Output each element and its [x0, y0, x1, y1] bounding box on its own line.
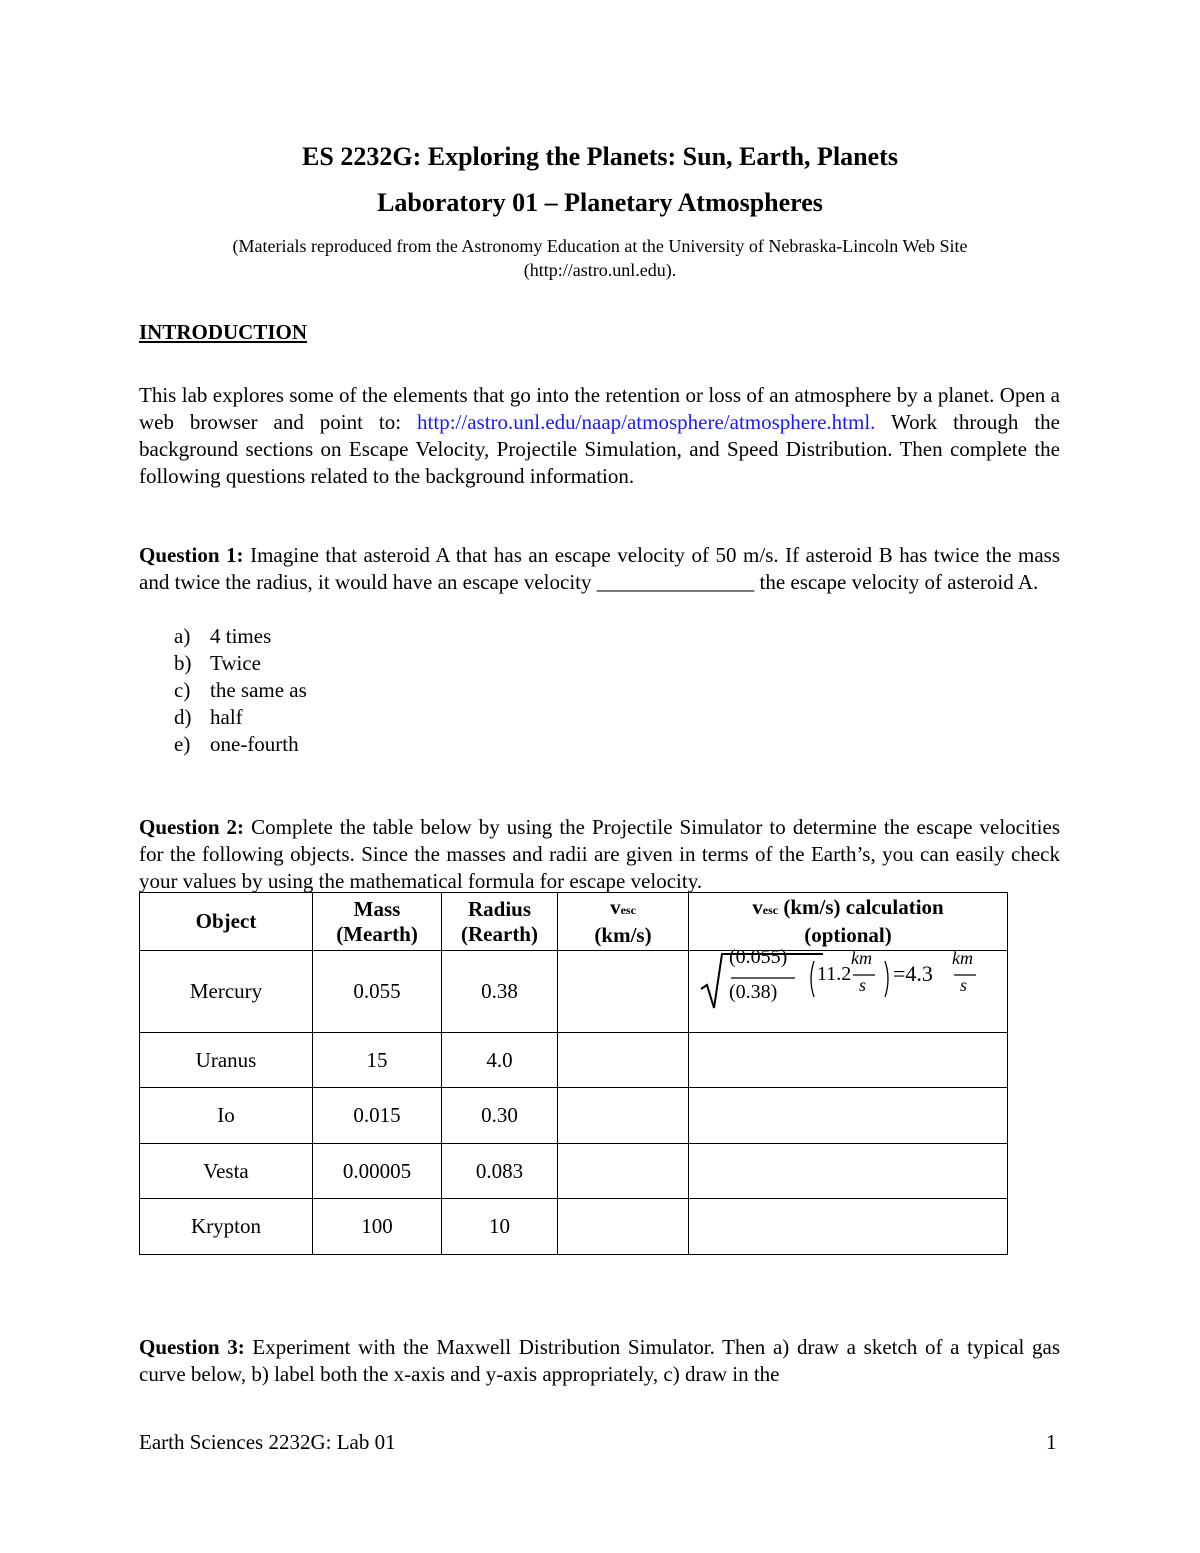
- question-3-text: [139, 1334, 1060, 1388]
- cell-calculation: [689, 946, 1008, 1033]
- formula-coefficient: 11.2: [817, 963, 852, 985]
- table-row: [140, 1088, 1008, 1144]
- cell-radius: 0.38: [442, 951, 558, 1033]
- option-c: [174, 677, 307, 704]
- cell-vesc-answer[interactable]: [558, 1144, 689, 1199]
- cell-object: Mercury: [140, 951, 313, 1033]
- cell-vesc-answer[interactable]: [558, 951, 689, 1033]
- table-row: [140, 951, 1008, 1033]
- cell-calculation[interactable]: [689, 1033, 1008, 1088]
- cell-calculation[interactable]: [689, 1144, 1008, 1199]
- cell-mass: 0.015: [313, 1088, 442, 1144]
- cell-object: Io: [140, 1088, 313, 1144]
- credit-note: [160, 234, 1040, 282]
- credit-line-1: (Materials reproduced from the Astronomy Education at the University of Nebraska-Lincoln Web Site: [232, 236, 968, 256]
- footer-course-name: Earth Sciences 2232G: Lab 01: [139, 1430, 396, 1454]
- header-object-label: Object: [195, 909, 257, 933]
- option-e: [174, 731, 307, 758]
- cell-vesc-answer[interactable]: [558, 1033, 689, 1088]
- option-a: [174, 623, 307, 650]
- option-letter: a): [174, 624, 191, 648]
- header-calc-text: (km/s) calculation: [778, 895, 944, 919]
- cell-mass: 0.00005: [313, 1144, 442, 1199]
- option-text: one-fourth: [210, 732, 299, 756]
- header-calculation: [689, 893, 1008, 951]
- formula-unit-denominator: s: [859, 975, 867, 995]
- header-calc-line2: (optional): [804, 923, 892, 947]
- question-1-body: Imagine that asteroid A that has an escape velocity of 50 m/s. If asteroid B has twice the mass and twice the radius, it would have an escape velocity _______________ the escape velocity of asteroid A.: [139, 543, 1060, 594]
- lab-title: Laboratory 01 – Planetary Atmospheres: [377, 188, 823, 217]
- question-1-label: Question 1:: [139, 543, 244, 567]
- header-vesc-line2: (km/s): [594, 923, 652, 947]
- option-text: 4 times: [210, 624, 272, 648]
- cell-mass: 100: [313, 1199, 442, 1255]
- escape-velocity-formula: [689, 946, 1007, 1031]
- header-mass-line2: (Mearth): [336, 921, 418, 946]
- formula-result: =4.3: [893, 961, 933, 986]
- header-mass: [313, 893, 442, 951]
- option-d: [174, 704, 307, 731]
- option-text: the same as: [210, 678, 307, 702]
- credit-line-2: (http://astro.unl.edu).: [523, 260, 677, 280]
- option-letter: e): [174, 732, 191, 756]
- intro-text-end: Work through the background sections on Escape Velocity, Projectile Simulation, and Speed Distribution. Then complete the following questions related to the background information.: [139, 410, 1060, 488]
- header-mass-line1: Mass: [353, 896, 401, 921]
- document-title: ES 2232G: Exploring the Planets: Sun, Earth, Planets: [302, 142, 898, 171]
- option-letter: d): [174, 705, 192, 729]
- option-text: Twice: [210, 651, 262, 675]
- header-calc-subscript: esc: [762, 903, 779, 917]
- option-text: half: [210, 705, 243, 729]
- question-1-text: [139, 542, 1060, 596]
- header-calc-line1: [689, 895, 1007, 923]
- formula-unit-numerator: km: [851, 948, 872, 968]
- option-b: [174, 650, 307, 677]
- header-vesc-subscript: esc: [620, 903, 636, 917]
- table-header-row: [140, 893, 1008, 951]
- cell-object: Vesta: [140, 1144, 313, 1199]
- header-radius-line2: (Rearth): [461, 921, 538, 946]
- question-3-label: Question 3:: [139, 1335, 245, 1359]
- escape-velocity-table: [139, 892, 1008, 1255]
- intro-text-start: This lab explores some of the elements that go into the retention or loss of an atmosphere by a planet. Open a web browser and point to:: [139, 383, 1060, 434]
- header-radius: [442, 893, 558, 951]
- cell-object: Uranus: [140, 1033, 313, 1088]
- header-calc-symbol: v: [752, 895, 763, 919]
- question-2-body: Complete the table below by using the Projectile Simulator to determine the escape velocities for the following objects. Since the masses and radii are given in terms of the Earth’s, you can easily check your values by using the mathematical formula for escape velocity.: [139, 815, 1060, 893]
- question-3-body: Experiment with the Maxwell Distribution Simulator. Then a) draw a sketch of a typical gas curve below, b) label both the x-axis and y-axis appropriately, c) draw in the: [139, 1335, 1060, 1386]
- question-1-options: [174, 623, 307, 758]
- cell-vesc-answer[interactable]: [558, 1088, 689, 1144]
- formula-result-unit-numerator: km: [952, 948, 973, 968]
- question-2-text: [139, 814, 1060, 895]
- option-letter: b): [174, 651, 192, 675]
- header-object: [140, 893, 313, 951]
- header-vesc: [558, 893, 689, 951]
- header-vesc-symbol: v: [610, 895, 621, 919]
- table-row: [140, 1144, 1008, 1199]
- footer-page-number: 1: [1046, 1430, 1057, 1454]
- cell-mass: 15: [313, 1033, 442, 1088]
- cell-radius: 0.30: [442, 1088, 558, 1144]
- cell-mass: 0.055: [313, 951, 442, 1033]
- question-2-label: Question 2:: [139, 815, 245, 839]
- cell-radius: 0.083: [442, 1144, 558, 1199]
- introduction-paragraph: [139, 382, 1060, 490]
- atmosphere-lab-link[interactable]: http://astro.unl.edu/naap/atmosphere/atmosphere.html.: [417, 410, 876, 434]
- cell-object: Krypton: [140, 1199, 313, 1255]
- table-row: [140, 1199, 1008, 1255]
- formula-result-unit-denominator: s: [960, 975, 968, 995]
- cell-radius: 10: [442, 1199, 558, 1255]
- formula-denominator: (0.38): [729, 981, 778, 1003]
- header-vesc-line1: [558, 895, 688, 923]
- cell-radius: 4.0: [442, 1033, 558, 1088]
- formula-numerator: (0.055): [729, 946, 788, 968]
- cell-calculation[interactable]: [689, 1088, 1008, 1144]
- option-letter: c): [174, 678, 191, 702]
- cell-vesc-answer[interactable]: [558, 1199, 689, 1255]
- cell-calculation[interactable]: [689, 1199, 1008, 1255]
- table-row: [140, 1033, 1008, 1088]
- header-radius-line1: Radius: [467, 896, 532, 921]
- introduction-heading: INTRODUCTION: [139, 320, 308, 344]
